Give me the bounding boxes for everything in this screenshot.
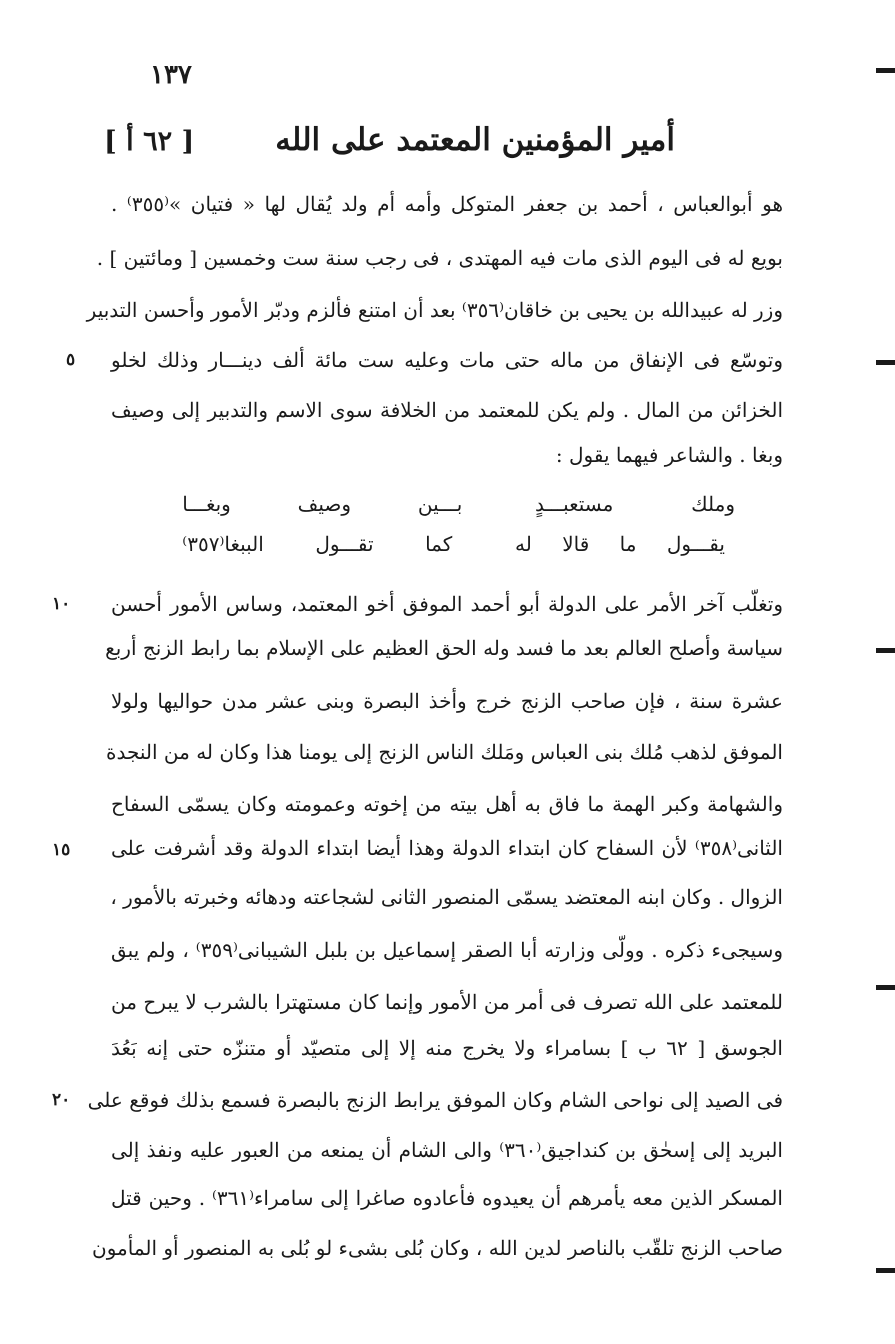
text-line: صاحب الزنج تلقّب بالناصر لدين الله ، وكان بُلى بشىء لو بُلى به المنصور أو المأمون	[92, 1236, 783, 1260]
text-line: وتغلّب آخر الأمر على الدولة أبو أحمد الموفق أخو المعتمد، وساس الأمور أحسن	[111, 592, 783, 616]
text-line: هو أبوالعباس ، أحمد بن جعفر المتوكل وأمه أم ولد يُقال لها « فتيان »⁽٣٥٥⁾ .	[111, 192, 783, 216]
page-edge-mark	[876, 1268, 895, 1273]
text-line: بويع له فى اليوم الذى مات فيه المهتدى ، فى رجب سنة ست وخمسين [ ومائتين ] .	[96, 246, 783, 270]
text-line: الجوسق [ ٦٢ ب ] بسامراء ولا يخرج منه إلا إلى متصيّد أو متنزّه حتى إنه بَعُدَ	[111, 1036, 783, 1060]
text-line: فى الصيد إلى نواحى الشام وكان الموفق يرابط الزنج بالبصرة فسمع بذلك فوقع على	[87, 1088, 783, 1112]
text-line: البريد إلى إسحٰق بن كنداجيق⁽٣٦٠⁾ والى الشام أن يمنعه من العبور عليه ونفذ إلى	[111, 1138, 783, 1162]
text-line: سياسة وأصلح العالم بعد ما فسد وله الحق العظيم على الإسلام بما رابط الزنج أربع	[105, 636, 783, 660]
text-line: الموفق لذهب مُلك بنى العباس ومَلك الناس الزنج إلى يومنا هذا وكان له من النجدة	[105, 740, 783, 764]
verse-hemistich: كما تقـــول الببغا⁽٣٥٧⁾	[182, 532, 453, 556]
page-edge-mark	[876, 985, 895, 990]
text-line: المسكر الذين معه يأمرهم أن يعيدوه فأعادوه صاغرا إلى سامراء⁽٣٦١⁾ . وحين قتل	[111, 1186, 783, 1210]
page-number: ١٣٧	[150, 60, 192, 90]
text-line: وزر له عبيدالله بن يحيى بن خاقان⁽٣٥٦⁾ بعد أن امتنع فألزم ودبّر الأمور وأحسن التدبير	[86, 298, 783, 322]
verse-hemistich: بـــين وصيف وبغـــا	[182, 492, 463, 516]
page-edge-mark	[876, 68, 895, 73]
line-number-marker: ١٥	[52, 840, 71, 860]
text-line: للمعتمد على الله تصرف فى أمر من الأمور وإنما كان مستهترا بالشرب لا يبرح من	[111, 990, 783, 1014]
text-line: والشهامة وكبر الهمة ما فاق به أهل بيته من إخوته وعمومته وكان يسمّى السفاح	[111, 792, 783, 816]
text-line: وسيجى‌ء ذكره . وولّى وزارته أبا الصقر إسماعيل بن بلبل الشيبانى⁽٣٥٩⁾ ، ولم يبق	[111, 938, 783, 962]
text-line: الثانى⁽٣٥٨⁾ لأن السفاح كان ابتداء الدولة وهذا أيضا ابتداء الدولة وقد أشرفت على	[111, 836, 783, 860]
text-line: الخزائن من المال . ولم يكن للمعتمد من الخلافة سوى الاسم والتدبير إلى وصيف	[111, 398, 783, 422]
verse-line-2	[182, 530, 725, 558]
text-line: الزوال . وكان ابنه المعتضد يسمّى المنصور الثانى لشجاعته ودهائه وخبرته بالأمور ،	[110, 885, 783, 909]
text-line: وبغا . والشاعر فيهما يقول :	[555, 443, 783, 467]
line-number-marker: ٥	[66, 350, 76, 370]
line-number-marker: ٢٠	[52, 1090, 71, 1110]
chapter-title: أمير المؤمنين المعتمد على الله	[275, 122, 675, 158]
line-number-marker: ١٠	[52, 594, 71, 614]
verse-line-1	[182, 490, 735, 518]
text-line: وتوسّع فى الإنفاق من ماله حتى مات وعليه ست مائة ألف دينـــار وذلك لخلو	[111, 348, 783, 372]
page-edge-mark	[876, 648, 895, 653]
text-line: عشرة سنة ، فإن صاحب الزنج خرج وأخذ البصرة وبنى عشر مدن حواليها ولولا	[111, 689, 783, 713]
verse-hemistich: وملك مستعبـــدٍ	[535, 492, 735, 516]
verse-hemistich: يقـــول ما قالا له	[515, 532, 725, 556]
page-edge-mark	[876, 360, 895, 365]
folio-reference: [ ٦٢ أ ]	[104, 126, 195, 157]
